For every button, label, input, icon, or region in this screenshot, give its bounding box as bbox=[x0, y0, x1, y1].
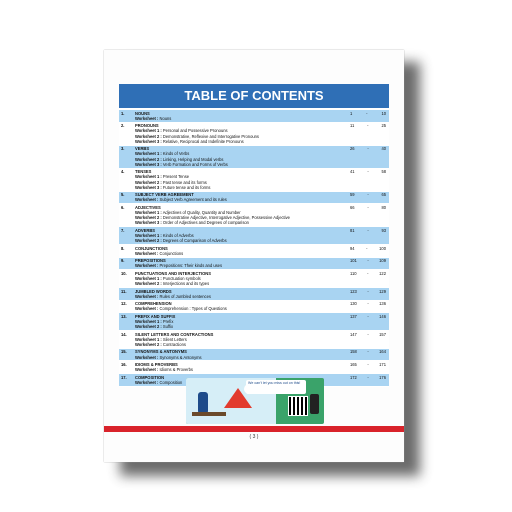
page-dash: - bbox=[367, 374, 369, 380]
toc-row-number: 4. bbox=[121, 169, 125, 175]
page-dash: - bbox=[367, 169, 369, 175]
page-dash: - bbox=[367, 313, 369, 319]
toc-row-number: 17. bbox=[121, 374, 127, 380]
page-range bbox=[350, 258, 389, 263]
worksheet-label: Worksheet 1 : bbox=[135, 232, 162, 238]
toc-row-content bbox=[135, 146, 350, 167]
worksheet-text: Demonstrative, Reflexive and Interrogative Pronouns bbox=[162, 133, 259, 139]
worksheet-line bbox=[135, 281, 350, 286]
worksheet-text: Synonyms & Antonyms bbox=[159, 354, 202, 360]
document-page bbox=[104, 50, 404, 462]
worksheet-label: Worksheet 2 : bbox=[135, 281, 162, 287]
toc-row bbox=[119, 288, 389, 301]
worksheet-text: Composition bbox=[159, 379, 183, 385]
worksheet-label: Worksheet 3 : bbox=[135, 220, 162, 226]
page-number: ( 3 ) bbox=[249, 434, 259, 440]
person-figure bbox=[198, 392, 208, 414]
toc-row bbox=[119, 270, 389, 288]
toc-title: TABLE OF CONTENTS bbox=[119, 84, 389, 110]
worksheet-text: Contractions bbox=[162, 341, 186, 347]
page-range bbox=[350, 246, 389, 251]
toc-row-number: 13. bbox=[121, 313, 127, 319]
worksheet-label: Worksheet 1 : bbox=[135, 151, 162, 157]
toc-row bbox=[119, 258, 389, 271]
toc-row-content bbox=[135, 192, 350, 202]
toc-row-content bbox=[135, 362, 350, 372]
page-range bbox=[350, 146, 389, 151]
toc-row bbox=[119, 123, 389, 146]
page-to: 40 bbox=[381, 146, 386, 152]
page-dash: - bbox=[367, 123, 369, 129]
worksheet-text: Conjunctions bbox=[159, 250, 184, 256]
toc-rows bbox=[119, 110, 389, 387]
toc-row-number: 11. bbox=[121, 288, 127, 294]
worksheet-text: Punctuation symbols bbox=[162, 275, 201, 281]
page-dash: - bbox=[367, 204, 369, 210]
toc-row-number: 7. bbox=[121, 227, 125, 233]
toc-row-content bbox=[135, 110, 353, 121]
page-range bbox=[350, 301, 389, 306]
page-dash: - bbox=[367, 270, 369, 276]
page-dash: - bbox=[367, 227, 369, 233]
worksheet-text: Idioms & Proverbs bbox=[159, 367, 193, 373]
worksheet-text: Suffix bbox=[162, 324, 174, 330]
phone-icon bbox=[310, 394, 319, 414]
toc-row-number: 2. bbox=[121, 123, 125, 129]
worksheet-line bbox=[135, 324, 350, 329]
worksheet-label: Worksheet 2 : bbox=[135, 179, 162, 185]
worksheet-text: Kinds of Adverbs bbox=[162, 232, 194, 238]
page-range bbox=[350, 192, 389, 197]
worksheet-line bbox=[135, 185, 350, 190]
worksheet-text: Present Tense bbox=[162, 174, 190, 180]
page-range bbox=[350, 169, 389, 174]
chapter-title: PUNCTUATIONS AND INTERJECTIONS bbox=[135, 270, 211, 276]
page-to: 58 bbox=[381, 169, 386, 175]
worksheet-label: Worksheet 2 : bbox=[135, 238, 162, 244]
chapter-title: ADJECTIVES bbox=[135, 204, 161, 210]
page-from: 41 bbox=[350, 169, 355, 175]
page-range bbox=[350, 289, 389, 294]
worksheet-label: Worksheet : bbox=[135, 367, 159, 373]
chapter-title: TENSES bbox=[135, 169, 152, 175]
chapter-title: SILENT LETTERS AND CONTRACTIONS bbox=[135, 331, 214, 337]
worksheet-text: Degrees of Comparison of Adverbs bbox=[162, 238, 227, 244]
page-from: 59 bbox=[350, 192, 355, 198]
worksheet-line bbox=[135, 116, 350, 121]
page-to: 80 bbox=[381, 204, 386, 210]
worksheet-label: Worksheet : bbox=[135, 197, 159, 203]
page-from: 172 bbox=[350, 374, 357, 380]
chapter-title: PREFIX AND SUFFIX bbox=[135, 313, 176, 319]
page-range bbox=[350, 111, 389, 116]
toc-row-content bbox=[135, 314, 350, 330]
page-from: 101 bbox=[350, 258, 357, 264]
promo-banner[interactable] bbox=[186, 378, 324, 424]
worksheet-label: Worksheet 1 : bbox=[135, 128, 162, 134]
page-to: 157 bbox=[379, 331, 386, 337]
worksheet-text: Subject Verb Agreement and its rules bbox=[159, 197, 227, 203]
page-range bbox=[350, 362, 389, 367]
toc-row-number: 14. bbox=[121, 331, 127, 337]
worksheet-label: Worksheet 3 : bbox=[135, 138, 162, 144]
worksheet-text: Personal and Possessive Pronouns bbox=[162, 128, 228, 134]
chapter-title: ADVERBS bbox=[135, 227, 156, 233]
page-to: 164 bbox=[379, 349, 386, 355]
worksheet-line bbox=[135, 162, 350, 167]
toc-row bbox=[119, 361, 389, 374]
page-dash: - bbox=[367, 361, 369, 367]
worksheet-text: Demonstrative Adjective, Interrogative Adjective, Possessive Adjective bbox=[162, 215, 290, 221]
page-to: 65 bbox=[381, 192, 386, 198]
worksheet-label: Worksheet : bbox=[135, 379, 159, 385]
chapter-title: SUBJECT VERB AGREEMENT bbox=[135, 192, 194, 198]
toc-row-content bbox=[135, 349, 350, 359]
toc-row-content bbox=[135, 289, 350, 299]
page-from: 26 bbox=[350, 146, 355, 152]
worksheet-label: Worksheet : bbox=[135, 354, 159, 360]
worksheet-text: Relative, Reciprocal and Indefinite Pronouns bbox=[162, 138, 244, 144]
worksheet-text: Prefix bbox=[162, 318, 174, 324]
desk-figure bbox=[192, 412, 226, 416]
page-from: 81 bbox=[350, 227, 355, 233]
toc-row-number: 6. bbox=[121, 204, 125, 210]
worksheet-line bbox=[135, 238, 350, 243]
worksheet-label: Worksheet 3 : bbox=[135, 184, 162, 190]
toc-row-number: 8. bbox=[121, 245, 125, 251]
worksheet-line bbox=[135, 306, 350, 311]
page-to: 176 bbox=[379, 374, 386, 380]
page-to: 109 bbox=[379, 258, 386, 264]
page-dash: - bbox=[367, 349, 369, 355]
worksheet-line bbox=[135, 294, 350, 299]
page-to: 10 bbox=[381, 110, 386, 116]
worksheet-line bbox=[135, 220, 350, 225]
page-to: 25 bbox=[381, 123, 386, 129]
worksheet-line bbox=[135, 367, 350, 372]
banner-message: We can't let you miss out on this! bbox=[246, 380, 306, 394]
toc-row-content bbox=[135, 258, 350, 268]
page-range bbox=[350, 205, 389, 210]
worksheet-label: Worksheet 1 : bbox=[135, 336, 162, 342]
chapter-title: CONJUNCTIONS bbox=[135, 245, 168, 251]
page-from: 165 bbox=[350, 361, 357, 367]
toc-row-content bbox=[135, 246, 350, 256]
toc-row-number: 9. bbox=[121, 258, 125, 264]
toc-row-number: 12. bbox=[121, 301, 127, 307]
worksheet-label: Worksheet : bbox=[135, 293, 159, 299]
page-to: 100 bbox=[379, 245, 386, 251]
toc-row-number: 1. bbox=[121, 110, 125, 116]
toc-row bbox=[119, 349, 389, 362]
worksheet-label: Worksheet 1 : bbox=[135, 275, 162, 281]
toc-row bbox=[119, 169, 389, 192]
worksheet-label: Worksheet : bbox=[135, 263, 159, 269]
page-from: 11 bbox=[350, 123, 355, 129]
worksheet-label: Worksheet 2 : bbox=[135, 341, 162, 347]
worksheet-text: Comprehension : Types of Questions bbox=[159, 306, 227, 312]
worksheet-text: Silent Letters bbox=[162, 336, 187, 342]
worksheet-line bbox=[135, 263, 350, 268]
worksheet-label: Worksheet : bbox=[135, 115, 159, 121]
worksheet-line bbox=[135, 139, 350, 144]
toc-row-number: 3. bbox=[121, 146, 125, 152]
worksheet-line bbox=[135, 355, 350, 360]
page-to: 136 bbox=[379, 301, 386, 307]
page-from: 130 bbox=[350, 301, 357, 307]
page-to: 93 bbox=[381, 227, 386, 233]
toc-row bbox=[119, 313, 389, 331]
chapter-title: JUMBLED WORDS bbox=[135, 288, 172, 294]
qr-code-icon[interactable] bbox=[288, 396, 308, 416]
chapter-title: SYNONYMS & ANTONYMS bbox=[135, 349, 187, 355]
chapter-title: PREPOSITIONS bbox=[135, 258, 166, 264]
page-from: 1 bbox=[350, 110, 353, 116]
page-to: 171 bbox=[379, 361, 386, 367]
worksheet-label: Worksheet 2 : bbox=[135, 324, 162, 330]
page-dash: - bbox=[367, 288, 369, 294]
worksheet-text: Past tense and its forms bbox=[162, 179, 207, 185]
worksheet-text: Verb Formation and Forms of Verbs bbox=[162, 161, 228, 167]
page-to: 122 bbox=[379, 270, 386, 276]
page-from: 158 bbox=[350, 349, 357, 355]
page-range bbox=[350, 271, 389, 276]
table-of-contents bbox=[119, 84, 389, 387]
worksheet-line bbox=[135, 342, 350, 347]
toc-row bbox=[119, 245, 389, 258]
worksheet-text: Nouns bbox=[159, 115, 172, 121]
toc-row-number: 16. bbox=[121, 361, 127, 367]
worksheet-text: Interjections and its types bbox=[162, 281, 210, 287]
worksheet-text: Adjectives of Quality, Quantity and Number bbox=[162, 209, 241, 215]
toc-row-number: 15. bbox=[121, 349, 127, 355]
toc-row-number: 5. bbox=[121, 192, 125, 198]
worksheet-label: Worksheet 1 : bbox=[135, 318, 162, 324]
worksheet-label: Worksheet 2 : bbox=[135, 133, 162, 139]
worksheet-label: Worksheet 2 : bbox=[135, 215, 162, 221]
toc-row-content bbox=[135, 271, 350, 287]
toc-row bbox=[119, 204, 389, 227]
page-dash: - bbox=[367, 301, 369, 307]
worksheet-text: Prepositions: Their kinds and uses bbox=[159, 263, 223, 269]
footer-bar bbox=[104, 426, 404, 432]
worksheet-text: Rules of Jumbled sentences bbox=[159, 293, 211, 299]
page-range bbox=[350, 314, 389, 319]
toc-row bbox=[119, 146, 389, 169]
page-range bbox=[350, 228, 389, 233]
toc-row-content bbox=[135, 123, 350, 144]
toc-row-content bbox=[135, 228, 350, 244]
page-dash: - bbox=[366, 110, 368, 116]
toc-row bbox=[119, 227, 389, 245]
page-from: 137 bbox=[350, 313, 357, 319]
page-to: 146 bbox=[379, 313, 386, 319]
chapter-title: IDIOMS & PROVERBS bbox=[135, 361, 178, 367]
worksheet-label: Worksheet 2 : bbox=[135, 156, 162, 162]
worksheet-line bbox=[135, 251, 350, 256]
page-from: 110 bbox=[350, 270, 357, 276]
chapter-title: COMPREHENSION bbox=[135, 301, 172, 307]
page-dash: - bbox=[367, 331, 369, 337]
toc-row bbox=[119, 331, 389, 349]
chapter-title: VERBS bbox=[135, 146, 150, 152]
worksheet-label: Worksheet : bbox=[135, 250, 159, 256]
page-to: 129 bbox=[379, 288, 386, 294]
page-range bbox=[350, 349, 389, 354]
page-dash: - bbox=[367, 146, 369, 152]
toc-row bbox=[119, 301, 389, 314]
page-dash: - bbox=[366, 245, 368, 251]
toc-row-content bbox=[135, 332, 350, 348]
page-from: 123 bbox=[350, 288, 357, 294]
toc-row-content bbox=[135, 169, 350, 190]
worksheet-text: Kinds of Verbs bbox=[162, 151, 190, 157]
page-range bbox=[350, 332, 389, 337]
worksheet-text: Linking, Helping and Modal verbs bbox=[162, 156, 224, 162]
toc-row-content bbox=[135, 301, 350, 311]
page-dash: - bbox=[367, 192, 369, 198]
worksheet-label: Worksheet : bbox=[135, 306, 159, 312]
page-range bbox=[350, 375, 389, 380]
page-from: 66 bbox=[350, 204, 355, 210]
worksheet-label: Worksheet 1 : bbox=[135, 209, 162, 215]
chapter-title: NOUNS bbox=[135, 110, 150, 116]
chapter-title: COMPOSITION bbox=[135, 374, 165, 380]
worksheet-label: Worksheet 1 : bbox=[135, 174, 162, 180]
worksheet-text: Order of Adjectives and Degrees of comparison bbox=[162, 220, 249, 226]
worksheet-label: Worksheet 3 : bbox=[135, 161, 162, 167]
toc-row bbox=[119, 110, 389, 123]
page-dash: - bbox=[367, 258, 369, 264]
page-from: 147 bbox=[350, 331, 357, 337]
worksheet-text: Future tense and its forms bbox=[162, 184, 211, 190]
chapter-title: PRONOUNS bbox=[135, 123, 159, 129]
worksheet-line bbox=[135, 197, 350, 202]
toc-row-content bbox=[135, 205, 350, 226]
toc-row bbox=[119, 192, 389, 205]
page-from: 94 bbox=[350, 245, 355, 251]
toc-row-number: 10. bbox=[121, 270, 127, 276]
page-range bbox=[350, 123, 389, 128]
